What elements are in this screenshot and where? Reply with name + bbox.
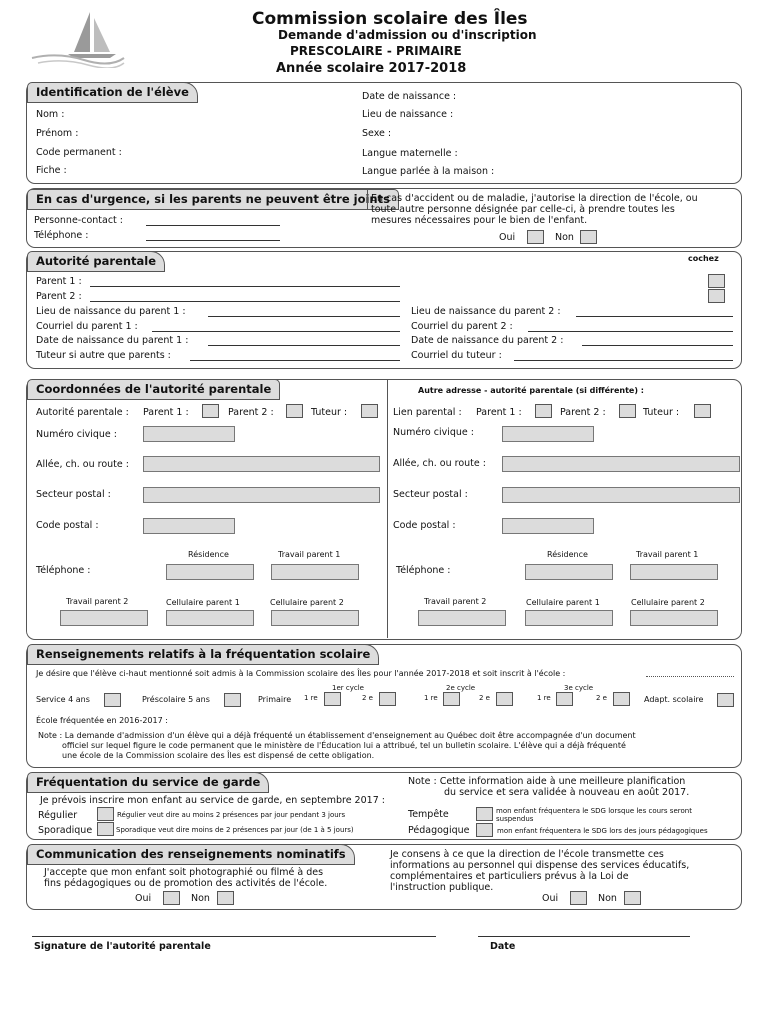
consent-non-label: Non <box>555 232 574 243</box>
lieu-p2-line[interactable] <box>576 316 733 317</box>
alt-telephone-label: Téléphone : <box>396 565 451 576</box>
note-line-2: officiel sur lequel figure le code permanent que le ministère de l'Éducation lui a attribué, tel un bulletin scolaire. L'élève qui a déjà fréquenté <box>62 741 626 750</box>
alt-cell-p1-label: Cellulaire parent 1 <box>526 598 600 607</box>
pedagogique-desc: mon enfant fréquentera le SDG lors des jours pédagogiques <box>497 827 708 835</box>
cell-p1-field[interactable] <box>166 610 254 626</box>
alt-cell-p2-label: Cellulaire parent 2 <box>631 598 705 607</box>
coordonnees-tab: Coordonnées de l'autorité parentale <box>27 379 280 400</box>
telephone-label: Téléphone : <box>36 565 91 576</box>
sporadique-checkbox[interactable] <box>97 822 114 836</box>
prescolaire5-label: Préscolaire 5 ans <box>142 695 210 704</box>
alt-numero-civique-field[interactable] <box>502 426 594 442</box>
alt-travail-p2-label: Travail parent 2 <box>424 597 487 606</box>
cycle3-e-label: 2 e <box>596 694 607 702</box>
lieu-p2-label: Lieu de naissance du parent 2 : <box>411 306 561 317</box>
garde-note-2: du service et sera validée à nouveau en août 2017. <box>444 787 690 798</box>
service4-checkbox[interactable] <box>104 693 121 707</box>
prenom-label: Prénom : <box>36 128 79 139</box>
date-p2-line[interactable] <box>582 345 733 346</box>
langue-maternelle-label: Langue maternelle : <box>362 148 458 159</box>
note-line-1: Note : La demande d'admission d'un élève qui a déjà fréquenté un établissement d'enseignement au Québec doit être accompagnée d'un document <box>38 731 636 740</box>
residence-field[interactable] <box>166 564 254 580</box>
courriel-tuteur-label: Courriel du tuteur : <box>411 350 502 361</box>
cycle2-e-checkbox[interactable] <box>496 692 513 706</box>
lien-parental-label: Lien parental : <box>393 407 462 418</box>
consent-line-1: En cas d'accident ou de maladie, j'autorise la direction de l'école, ou <box>371 193 698 204</box>
primaire-label: Primaire <box>258 695 292 704</box>
frequentation-tab: Renseignements relatifs à la fréquentation scolaire <box>27 644 379 665</box>
regulier-checkbox[interactable] <box>97 807 114 821</box>
tempete-desc-1: mon enfant fréquentera le SDG lorsque les cours seront <box>496 807 692 815</box>
prescolaire5-checkbox[interactable] <box>224 693 241 707</box>
coord-tuteur-checkbox[interactable] <box>361 404 378 418</box>
photo-non-checkbox[interactable] <box>217 891 234 905</box>
travail-p2-label: Travail parent 2 <box>66 597 129 606</box>
langue-parlee-label: Langue parlée à la maison : <box>362 166 495 177</box>
pedagogique-label: Pédagogique <box>408 825 470 836</box>
ecole-frequentee-label: École fréquentée en 2016-2017 : <box>36 716 168 725</box>
sporadique-label: Sporadique <box>38 825 93 836</box>
alt-code-postal-field[interactable] <box>502 518 594 534</box>
cycle1-e-checkbox[interactable] <box>379 692 396 706</box>
service4-label: Service 4 ans <box>36 695 90 704</box>
consens-non-checkbox[interactable] <box>624 891 641 905</box>
alt-parent2-label: Parent 2 : <box>560 407 606 418</box>
cycle2-e-label: 2 e <box>479 694 490 702</box>
date-p2-label: Date de naissance du parent 2 : <box>411 335 564 346</box>
secteur-postal-field[interactable] <box>143 487 380 503</box>
code-postal-label: Code postal : <box>36 520 99 531</box>
lieu-naissance-label: Lieu de naissance : <box>362 109 454 120</box>
consens-line-4: l'instruction publique. <box>390 882 494 893</box>
garde-tab: Fréquentation du service de garde <box>27 772 269 793</box>
alt-tuteur-label: Tuteur : <box>643 407 680 418</box>
consens-oui-checkbox[interactable] <box>570 891 587 905</box>
cell-p2-field[interactable] <box>271 610 359 626</box>
coord-parent1-label: Parent 1 : <box>143 407 189 418</box>
cycle3-label: 3e cycle <box>564 684 594 692</box>
alt-travail-p1-label: Travail parent 1 <box>636 550 699 559</box>
date-line[interactable] <box>478 936 690 937</box>
parent1-checkbox[interactable] <box>708 274 725 288</box>
alt-travail-p2-field[interactable] <box>418 610 506 626</box>
cycle2-label: 2e cycle <box>446 684 476 692</box>
courriel-p1-label: Courriel du parent 1 : <box>36 321 138 332</box>
consent-oui-label: Oui <box>499 232 516 243</box>
date-p1-label: Date de naissance du parent 1 : <box>36 335 189 346</box>
photo-line-1: J'accepte que mon enfant soit photographié ou filmé à des <box>44 867 324 878</box>
consens-line-3: complémentaires et particuliers prévus à la Loi de <box>390 871 629 882</box>
alt-tuteur-checkbox[interactable] <box>694 404 711 418</box>
parent2-checkbox[interactable] <box>708 289 725 303</box>
tempete-checkbox[interactable] <box>476 807 493 821</box>
urgence-tab: En cas d'urgence, si les parents ne peuvent être joints <box>27 189 399 210</box>
identification-tab: Identification de l'élève <box>27 82 198 103</box>
lieu-p1-label: Lieu de naissance du parent 1 : <box>36 306 186 317</box>
nom-label: Nom : <box>36 109 65 120</box>
allee-label: Allée, ch. ou route : <box>36 459 129 470</box>
pedagogique-checkbox[interactable] <box>476 823 493 837</box>
fiche-label: Fiche : <box>36 165 67 176</box>
code-postal-field[interactable] <box>143 518 235 534</box>
year-title: Année scolaire 2017-2018 <box>276 61 467 76</box>
alt-allee-field[interactable] <box>502 456 740 472</box>
numero-civique-field[interactable] <box>143 426 235 442</box>
telephone-urgence-label: Téléphone : <box>34 230 89 241</box>
alt-travail-p1-field[interactable] <box>630 564 718 580</box>
alt-residence-field[interactable] <box>525 564 613 580</box>
page-title: Commission scolaire des Îles <box>252 9 528 29</box>
cycle1-label: 1er cycle <box>332 684 364 692</box>
parent2-line[interactable] <box>90 301 400 302</box>
alt-parent2-checkbox[interactable] <box>619 404 636 418</box>
parent2-label: Parent 2 : <box>36 291 82 302</box>
residence-label: Résidence <box>188 550 229 559</box>
photo-non-label: Non <box>191 893 210 904</box>
photo-oui-label: Oui <box>135 893 152 904</box>
consens-line-2: informations au personnel qui dispense des services éducatifs, <box>390 860 690 871</box>
coord-parent2-label: Parent 2 : <box>228 407 274 418</box>
alt-cell-p2-field[interactable] <box>630 610 718 626</box>
coord-parent1-checkbox[interactable] <box>202 404 219 418</box>
cell-p1-label: Cellulaire parent 1 <box>166 598 240 607</box>
sporadique-desc: Sporadique veut dire moins de 2 présences par jour (de 1 à 5 jours) <box>116 826 354 834</box>
coord-parent2-checkbox[interactable] <box>286 404 303 418</box>
consens-non-label: Non <box>598 893 617 904</box>
regulier-desc: Régulier veut dire au moins 2 présences par jour pendant 3 jours <box>117 811 346 819</box>
cycle3-re-checkbox[interactable] <box>556 692 573 706</box>
prevois-text: Je prévois inscrire mon enfant au service de garde, en septembre 2017 : <box>40 795 385 806</box>
alt-cell-p1-field[interactable] <box>525 610 613 626</box>
tempete-desc-2: suspendus <box>496 815 534 823</box>
garde-note-1: Note : Cette information aide à une meilleure planification <box>408 776 686 787</box>
logo <box>28 8 128 68</box>
alt-code-postal-label: Code postal : <box>393 520 456 531</box>
cycle1-re-checkbox[interactable] <box>324 692 341 706</box>
alt-secteur-postal-field[interactable] <box>502 487 740 503</box>
photo-oui-checkbox[interactable] <box>163 891 180 905</box>
consent-line-3: mesures nécessaires pour le bien de l'enfant. <box>371 215 588 226</box>
ecole-line[interactable] <box>646 676 734 677</box>
date-label: Date <box>490 941 516 952</box>
urgence-divider <box>367 189 368 209</box>
date-p1-line[interactable] <box>208 345 400 346</box>
cycle1-e-label: 2 e <box>362 694 373 702</box>
alt-allee-label: Allée, ch. ou route : <box>393 458 486 469</box>
communication-tab: Communication des renseignements nominatifs <box>27 844 355 865</box>
travail-p1-field[interactable] <box>271 564 359 580</box>
personne-contact-label: Personne-contact : <box>34 215 123 226</box>
travail-p2-field[interactable] <box>60 610 148 626</box>
personne-contact-line[interactable] <box>146 225 280 226</box>
note-line-3: une école de la Commission scolaire des Îles est dispensé de cette obligation. <box>62 751 375 760</box>
adapt-label: Adapt. scolaire <box>644 695 704 704</box>
desire-text: Je désire que l'élève ci-haut mentionné soit admis à la Commission scolaire des Îles pour l'année 2017-2018 et soit inscrit à l'école : <box>36 669 566 678</box>
parent1-label: Parent 1 : <box>36 276 82 287</box>
code-permanent-label: Code permanent : <box>36 147 122 158</box>
autre-adresse-title: Autre adresse - autorité parentale (si différente) : <box>418 386 644 395</box>
consent-line-2: toute autre personne désignée par celle-ci, à prendre toutes les <box>371 204 675 215</box>
autorite-parentale-label: Autorité parentale : <box>36 407 129 418</box>
secteur-postal-label: Secteur postal : <box>36 489 111 500</box>
coordonnees-divider <box>387 380 388 638</box>
alt-numero-civique-label: Numéro civique : <box>393 427 474 438</box>
page-subtitle: Demande d'admission ou d'inscription <box>278 28 537 42</box>
tempete-label: Tempête <box>408 809 449 820</box>
coord-tuteur-label: Tuteur : <box>311 407 348 418</box>
regulier-label: Régulier <box>38 810 78 821</box>
tuteur-label: Tuteur si autre que parents : <box>36 350 171 361</box>
cycle2-re-checkbox[interactable] <box>443 692 460 706</box>
alt-parent1-label: Parent 1 : <box>476 407 522 418</box>
parent1-line[interactable] <box>90 286 400 287</box>
signature-line[interactable] <box>32 936 436 937</box>
sailboat-icon <box>28 8 128 68</box>
numero-civique-label: Numéro civique : <box>36 429 117 440</box>
courriel-p1-line[interactable] <box>152 331 400 332</box>
cochez-label: cochez <box>688 254 719 263</box>
autorite-tab: Autorité parentale <box>27 251 165 272</box>
cycle2-re-label: 1 re <box>424 694 438 702</box>
cycle3-re-label: 1 re <box>537 694 551 702</box>
courriel-p2-line[interactable] <box>528 331 733 332</box>
adapt-checkbox[interactable] <box>717 693 734 707</box>
cell-p2-label: Cellulaire parent 2 <box>270 598 344 607</box>
telephone-urgence-line[interactable] <box>146 240 280 241</box>
consens-oui-label: Oui <box>542 893 559 904</box>
consent-oui-checkbox[interactable] <box>527 230 544 244</box>
tuteur-line[interactable] <box>190 360 400 361</box>
sexe-label: Sexe : <box>362 128 392 139</box>
consent-non-checkbox[interactable] <box>580 230 597 244</box>
alt-parent1-checkbox[interactable] <box>535 404 552 418</box>
date-naissance-label: Date de naissance : <box>362 91 457 102</box>
lieu-p1-line[interactable] <box>208 316 400 317</box>
alt-secteur-postal-label: Secteur postal : <box>393 489 468 500</box>
courriel-tuteur-line[interactable] <box>514 360 733 361</box>
photo-line-2: fins pédagogiques ou de promotion des activités de l'école. <box>44 878 328 889</box>
alt-residence-label: Résidence <box>547 550 588 559</box>
cycle1-re-label: 1 re <box>304 694 318 702</box>
courriel-p2-label: Courriel du parent 2 : <box>411 321 513 332</box>
allee-field[interactable] <box>143 456 380 472</box>
travail-p1-label: Travail parent 1 <box>278 550 341 559</box>
cycle3-e-checkbox[interactable] <box>613 692 630 706</box>
level-title: PRESCOLAIRE - PRIMAIRE <box>290 44 462 58</box>
signature-label: Signature de l'autorité parentale <box>34 941 211 952</box>
consens-line-1: Je consens à ce que la direction de l'école transmette ces <box>390 849 664 860</box>
